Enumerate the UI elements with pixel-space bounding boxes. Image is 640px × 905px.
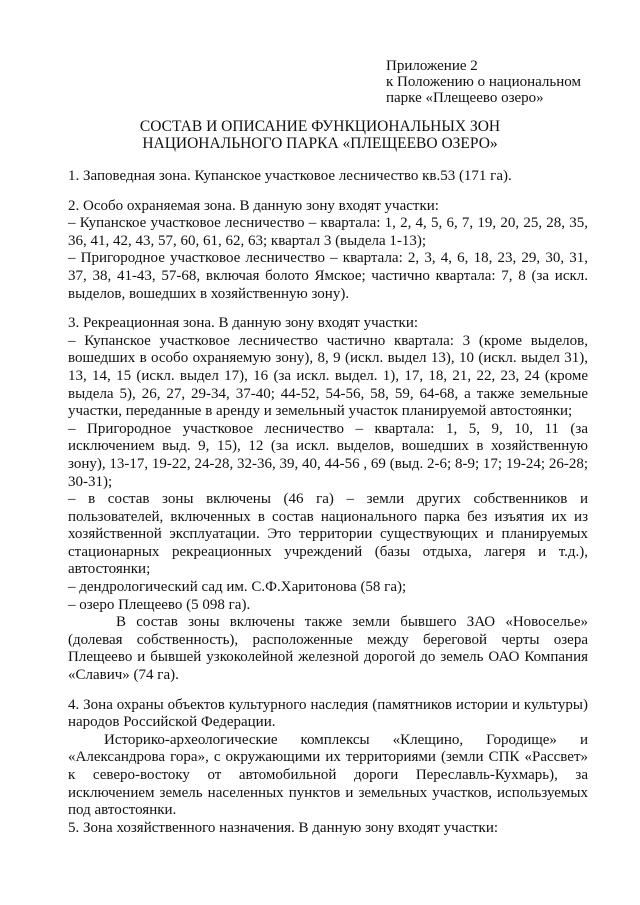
zone-5-heading: 5. Зона хозяйственного назначения. В данную зону входят участки: (68, 819, 499, 836)
zone-2-item: – Купанское участковое лесничество – квартала: 1, 2, 4, 5, 6, 7, 19, 20, 25, 28, 35, 36, 41, 42, 43, 57, 60, 61, 62, 63; квартал 3 (выдела 1-13); (68, 215, 588, 249)
document-title (0, 118, 640, 152)
zone-2-heading: 2. Особо охраняемая зона. В данную зону входят участки: (68, 197, 439, 214)
title-line: СОСТАВ И ОПИСАНИЕ ФУНКЦИОНАЛЬНЫХ ЗОН (139, 118, 501, 135)
document-body (68, 168, 588, 837)
zone-3-heading: 3. Рекреационная зона. В данную зону входят участки: (68, 315, 419, 332)
zone-4-text: Историко-археологические комплексы «Клещино, Городище» и «Александрова гора», с окружающими их территориями (земли СПК «Рассвет» к северо-востоку от автомобильной дороги Переславль-Кухмарь), за исключением земель населенных пунктов и земельных участков, используемых под автостоянки. (68, 731, 588, 819)
zone-3-note: В состав зоны включены также земли бывшего ЗАО «Новоселье» (долевая собственность), расположенные между береговой черты озера Плещеево и бывшей узкоколейной железной дорогой до земель ОАО Компания «Славич» (74 га). (68, 614, 588, 684)
appendix-line: к Положению о национальном (386, 74, 581, 90)
zone-3-item: – в состав зоны включены (46 га) – земли других собственников и пользователей, включенных в состав национального парка без изъятия их из хозяйственной эксплуатации. Это территории существующих и планируемых стационарных рекреационных учреждений (базы отдыха, лагеря и т.д.), автостоянки; (68, 491, 588, 578)
zone-3-item: – Купанское участковое лесничество частично квартала: 3 (кроме выделов, вошедших в особо охраняемую зону), 8, 9 (искл. выдел 13), 10 (искл. выдел 31), 13, 14, 15 (искл. выдел 17), 16 (за искл. выдел. 1), 17, 18, 21, 22, 23, 24 (кроме выдела 5), 26, 27, 29-34, 37-40; 44-52, 54-56, 58, 59, 64-68, а также земельные участки, переданные в аренду и земельный участок планируемой автостоянки; (68, 332, 588, 420)
appendix-line: Приложение 2 (386, 58, 478, 74)
appendix-header (386, 58, 581, 106)
title-line: НАЦИОНАЛЬНОГО ПАРКА «ПЛЕЩЕЕВО ОЗЕРО» (142, 135, 498, 152)
zone-3-item: – дендрологический сад им. С.Ф.Харитонова (58 га); (68, 579, 407, 596)
zone-1-paragraph: 1. Заповедная зона. Купанское участковое лесничество кв.53 (171 га). (68, 168, 512, 184)
zone-2-item: – Пригородное участковое лесничество – квартала: 2, 3, 4, 6, 18, 23, 29, 30, 31, 37, 38, 41-43, 57-68, включая болото Ямское; частично квартала: 7, 8 (за искл. выделов, вошедших в хозяйственную зону). (68, 250, 588, 302)
zone-4-heading: 4. Зона охраны объектов культурного наследия (памятников истории и культуры) народов Российской Федерации. (68, 696, 588, 731)
zone-3-item: – озеро Плещеево (5 098 га). (68, 596, 251, 613)
zone-3-item: – Пригородное участковое лесничество – квартала: 1, 5, 9, 10, 11 (за исключением выд. 9, 15), 12 (за искл. выделов, вошедших в хозяйственную зону), 13-17, 19-22, 24-28, 32-36, 39, 40, 44-56 , 69 (выд. 2-6; 8-9; 17; 19-24; 26-28; 30-31); (68, 420, 588, 490)
appendix-line: парке «Плещеево озеро» (386, 90, 544, 106)
